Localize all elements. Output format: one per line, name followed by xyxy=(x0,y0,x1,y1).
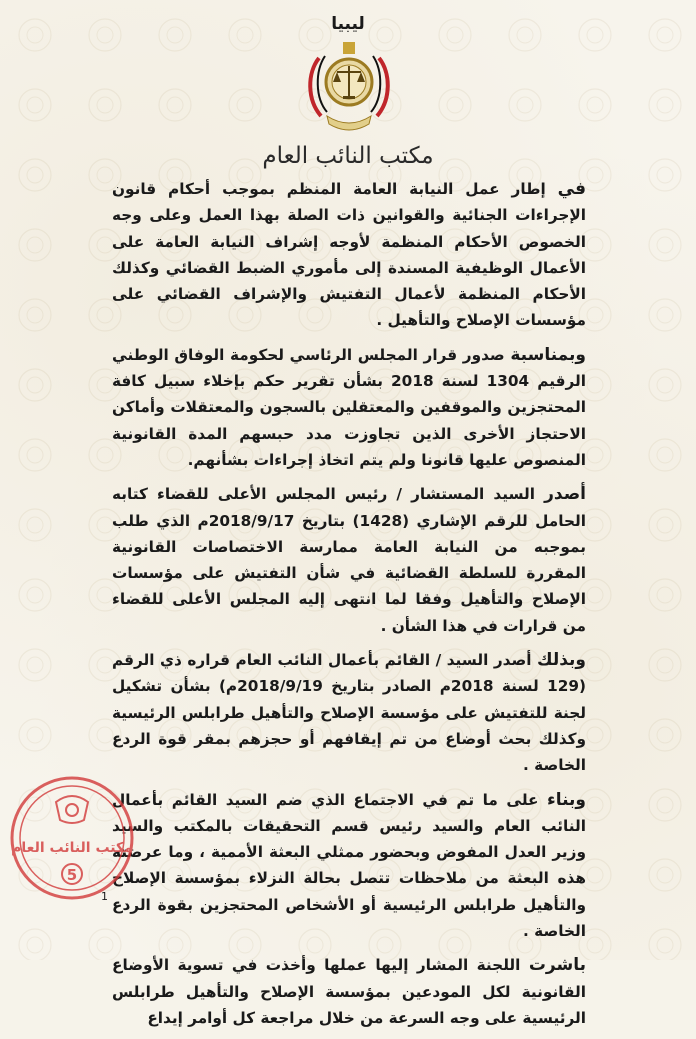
paragraph-lead: في xyxy=(557,179,586,199)
stamp-number: 5 xyxy=(66,866,78,884)
paragraph-text: أصدر السيد / القائم بأعمال النائب العام قراره ذي الرقم (129 لسنة 2018م الصادر بتاريخ 2018/9/19م) بشأن تشكيل لجنة للتفتيش على مؤسسة الإصلاح والتأهيل طرابلس الرئيسية وكذلك بحث أوضاع من تم إيقافهم أو حجزهم بمقر قوة الردع الخاصة . xyxy=(112,651,586,775)
paragraph-lead: وبمناسبة xyxy=(510,344,586,365)
paragraph-text: صدور قرار المجلس الرئاسي لحكومة الوفاق الوطني الرقيم 1304 لسنة 2018 بشأن تقرير حكم بإخلاء سبيل كافة المحتجزين والموقفين والمعتقلين بالسجون والمعتقلات وأماكن الاحتجاز الأخرى الذين تجاوزت مدد حبسهم المدة القانونية المنصوص عليها قانونا ولم يتم اتخاذ إجراءات بشأنهم. xyxy=(112,345,586,469)
paragraph-text: على ما تم في الاجتماع الذي ضم السيد القائم بأعمال النائب العام والسيد رئيس قسم التحقيقات بالمكتب والسيد وزير العدل المفوض وبحضور ممثلي البعثة الأممية ، وما عرضته هذه البعثة من ملاحظات تتصل بحالة النزلاء بمؤسسة الإصلاح والتأهيل طرابلس الرئيسية أو الأشخاص المحتجزين بقوة الردع الخاصة . xyxy=(112,790,586,941)
paragraph-3 xyxy=(112,481,586,639)
paragraph-lead: وبذلك xyxy=(537,650,586,671)
paragraph-text: إطار عمل النيابة العامة المنظم بموجب أحكام قانون الإجراءات الجنائية والقوانين ذات الصلة بهذا العمل وعلى وجه الخصوص الأحكام المنظمة لأوجه إشراف النيابة العامة على الأعمال الوظيفية المسندة إلى مأموري الضبط القضائي وكذلك الأحكام المنظمة لأعمال التفتيش والإشراف القضائي على مؤسسات الإصلاح والتأهيل . xyxy=(112,180,586,330)
paragraph-text: اللجنة المشار إليها عملها وأخذت في تسوية الأوضاع القانونية لكل المودعين بمؤسسة الإصلاح والتأهيل طرابلس الرئيسية على وجه السرعة من خلال مراجعة كل أوامر إيداع xyxy=(112,956,586,1027)
stamp-text: مكتب النائب العام xyxy=(11,840,133,856)
paragraph-lead: باشرت xyxy=(528,955,586,976)
prosecutor-emblem-icon xyxy=(299,38,399,138)
paragraph-lead: وبناء xyxy=(547,789,586,810)
paragraph-text: السيد المستشار / رئيس المجلس الأعلى للقضاء كتابه الحامل للرقم الإشاري (1428) بتاريخ 2018/9/17م الذي طلب بموجبه من النيابة العامة ممارسة الاختصاصات القانونية المقررة للسلطة القضائية في شأن التفتيش على مؤسسات الإصلاح والتأهيل وفقا لما انتهى إليه المجلس الأعلى للقضاء من قرارات في هذا الشأن . xyxy=(112,485,586,635)
paragraph-4 xyxy=(112,647,586,778)
paragraph-6 xyxy=(112,952,586,1031)
paragraph-lead: أصدر xyxy=(544,484,586,505)
country-heading: ليبيا xyxy=(331,14,365,34)
page-number: 1 xyxy=(101,890,108,903)
paragraph-1 xyxy=(112,176,586,334)
letter-body xyxy=(112,176,586,1039)
official-stamp-icon xyxy=(6,772,138,904)
paragraph-2 xyxy=(112,342,586,473)
office-title: مكتب النائب العام xyxy=(262,143,434,169)
paragraph-5 xyxy=(112,787,586,945)
